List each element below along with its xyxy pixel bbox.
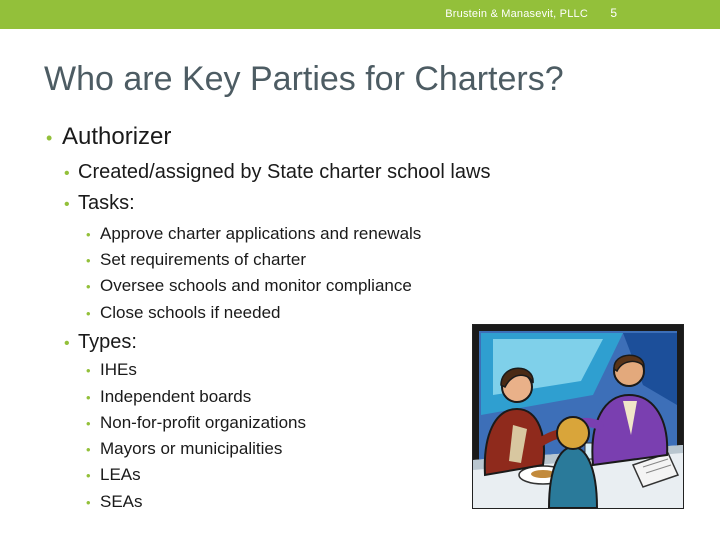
type-item: • LEAs <box>86 465 141 484</box>
task-text: Set requirements of charter <box>100 250 306 269</box>
firm-name: Brustein & Manasevit, PLLC <box>445 8 588 20</box>
type-item: • SEAs <box>86 492 143 511</box>
type-text: IHEs <box>100 360 137 379</box>
slide-number: 5 <box>610 6 617 20</box>
type-text: Mayors or municipalities <box>100 439 283 458</box>
bullet-types: • Types: <box>64 331 137 353</box>
type-text: Independent boards <box>100 387 252 406</box>
header-bar <box>0 0 720 29</box>
bullet-text: Types: <box>78 331 137 353</box>
bullet-text: Tasks: <box>78 192 135 214</box>
type-item: • IHEs <box>86 360 137 379</box>
bullet-text: Created/assigned by State charter school laws <box>78 161 491 183</box>
type-item: • Independent boards <box>86 387 252 406</box>
task-item: • Set requirements of charter <box>86 250 306 269</box>
task-item: • Close schools if needed <box>86 303 281 322</box>
type-item: • Non-for-profit organizations <box>86 413 306 432</box>
bullet-created: • Created/assigned by State charter school laws <box>64 161 491 183</box>
task-text: Approve charter applications and renewals <box>100 224 422 243</box>
bullet-text: Authorizer <box>62 123 172 150</box>
slide-title: Who are Key Parties for Charters? <box>44 60 564 98</box>
task-item: • Oversee schools and monitor compliance <box>86 276 412 295</box>
type-text: LEAs <box>100 465 141 484</box>
type-text: SEAs <box>100 492 143 511</box>
type-item: • Mayors or municipalities <box>86 439 283 458</box>
task-text: Close schools if needed <box>100 303 281 322</box>
type-text: Non-for-profit organizations <box>100 413 306 432</box>
task-item: • Approve charter applications and renewals <box>86 224 422 243</box>
meeting-clipart <box>472 324 684 509</box>
task-text: Oversee schools and monitor compliance <box>100 276 412 295</box>
bullet-tasks: • Tasks: <box>64 192 135 214</box>
bullet-authorizer: • Authorizer <box>46 123 172 150</box>
